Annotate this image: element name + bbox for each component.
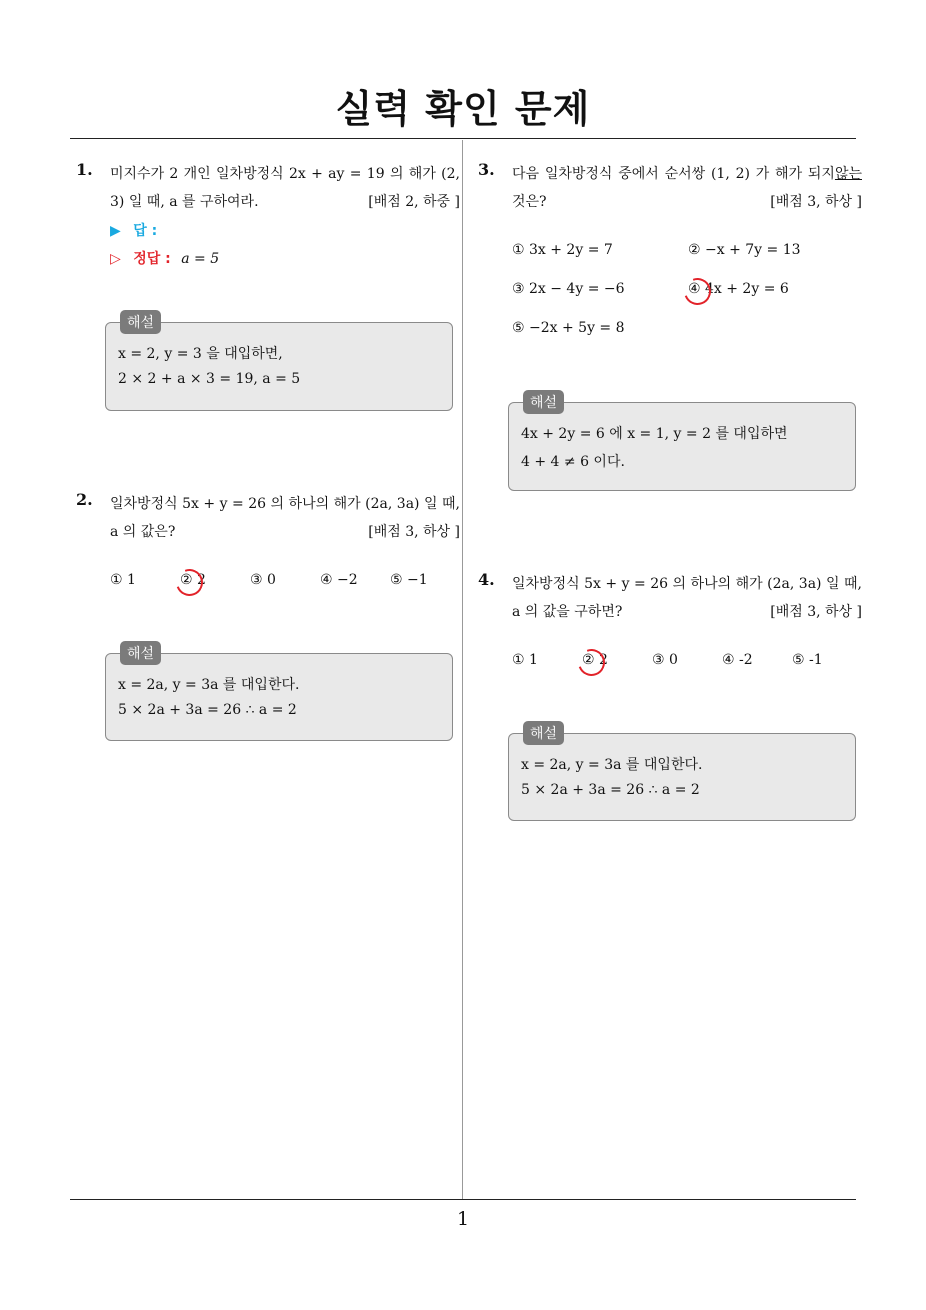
problem-text	[512, 570, 862, 626]
problem-4	[478, 570, 862, 830]
problem-statement-end: 것은?	[512, 194, 547, 210]
option-5[interactable]: ⑤ −1	[390, 572, 428, 588]
problem-text	[110, 160, 460, 216]
option-2[interactable]: ② 2	[180, 572, 206, 588]
underlined-word: 않는	[834, 166, 862, 182]
problem-2	[76, 490, 460, 750]
problem-text	[512, 160, 862, 216]
option-2[interactable]: ② 2	[582, 652, 608, 668]
problem-number: 2.	[76, 490, 93, 509]
solution-tag: 해설	[120, 641, 161, 665]
option-5[interactable]: ⑤ −2x + 5y = 8	[512, 320, 625, 336]
page-title: 실력 확인 문제	[335, 87, 591, 131]
options	[110, 572, 460, 596]
option-5[interactable]: ⑤ -1	[792, 652, 823, 668]
solution-box	[508, 726, 856, 821]
option-2[interactable]: ② −x + 7y = 13	[688, 242, 801, 258]
problem-number: 1.	[76, 160, 93, 179]
problem-statement: 일차방정식 5x + y = 26 의 하나의 해가 (2a, 3a) 일 때, a 의 값을 구하면?	[512, 576, 862, 620]
option-3[interactable]: ③ 0	[250, 572, 276, 588]
options	[512, 652, 862, 676]
correct-label: 정답 :	[133, 251, 171, 267]
option-1[interactable]: ① 3x + 2y = 7	[512, 242, 613, 258]
problem-meta: [배점 3, 하상 ]	[368, 524, 460, 540]
solution-line: x = 2a, y = 3a 를 대입한다.	[521, 757, 703, 773]
solution-line: x = 2a, y = 3a 를 대입한다.	[118, 677, 300, 693]
selected-circle-mark	[680, 274, 716, 310]
solution-tag: 해설	[523, 390, 564, 414]
page-number: 1	[456, 1208, 470, 1230]
bottom-rule	[70, 1199, 856, 1200]
solution-box	[105, 646, 453, 741]
correct-value: a = 5	[181, 251, 220, 267]
solution-tag: 해설	[120, 310, 161, 334]
problem-number: 4.	[478, 570, 495, 589]
selected-circle-mark	[172, 565, 208, 601]
outline-triangle-icon: ▷	[110, 251, 121, 267]
options	[512, 242, 862, 342]
answer-label: 답 :	[133, 223, 158, 239]
option-4[interactable]: ④ 4x + 2y = 6	[688, 281, 789, 297]
answer-row	[110, 220, 157, 240]
solution-line: 5 × 2a + 3a = 26 ∴ a = 2	[521, 782, 700, 798]
option-1[interactable]: ① 1	[512, 652, 538, 668]
problem-statement: 일차방정식 5x + y = 26 의 하나의 해가 (2a, 3a) 일 때, a 의 값은?	[110, 496, 460, 540]
solution-line: 4x + 2y = 6 에 x = 1, y = 2 를 대입하면	[521, 426, 788, 442]
solution-tag: 해설	[523, 721, 564, 745]
solution-line: 5 × 2a + 3a = 26 ∴ a = 2	[118, 702, 297, 718]
problem-number: 3.	[478, 160, 495, 179]
option-3[interactable]: ③ 2x − 4y = −6	[512, 281, 625, 297]
option-3[interactable]: ③ 0	[652, 652, 678, 668]
problem-statement: 다음 일차방정식 중에서 순서쌍 (1, 2) 가 해가 되지	[512, 166, 835, 182]
solution-line: 4 + 4 ≠ 6 이다.	[521, 454, 625, 470]
top-rule	[70, 138, 856, 139]
correct-answer-row	[110, 248, 219, 268]
option-4[interactable]: ④ −2	[320, 572, 358, 588]
solution-line: 2 × 2 + a × 3 = 19, a = 5	[118, 371, 301, 387]
problem-meta: [배점 2, 하중 ]	[368, 194, 460, 210]
option-1[interactable]: ① 1	[110, 572, 136, 588]
selected-circle-mark	[574, 645, 610, 681]
problem-3	[478, 160, 862, 500]
solution-line: x = 2, y = 3 을 대입하면,	[118, 346, 283, 362]
column-divider	[462, 140, 463, 1200]
problem-statement: 미지수가 2 개인 일차방정식 2x + ay = 19 의 해가 (2, 3) 일 때, a 를 구하여라.	[110, 166, 460, 210]
solution-box	[508, 395, 856, 491]
problem-meta: [배점 3, 하상 ]	[770, 604, 862, 620]
solution-box	[105, 315, 453, 411]
problem-meta: [배점 3, 하상 ]	[770, 194, 862, 210]
problem-1	[76, 160, 460, 420]
play-triangle-icon: ▶	[110, 223, 121, 239]
option-4[interactable]: ④ -2	[722, 652, 753, 668]
problem-text	[110, 490, 460, 546]
